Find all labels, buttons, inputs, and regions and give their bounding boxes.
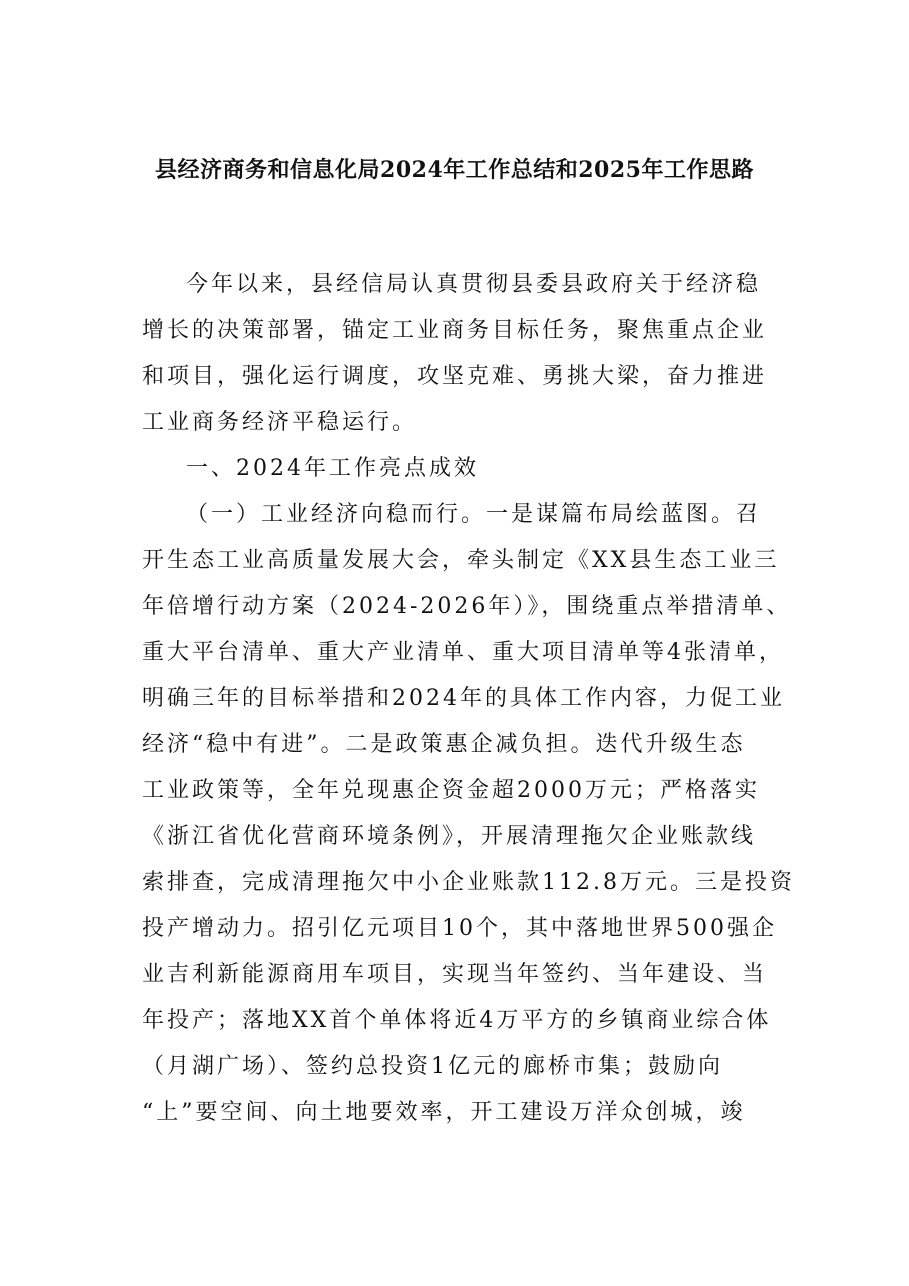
paragraph-line: （一）工业经济向稳而行。一是谋篇布局绘蓝图。召 xyxy=(186,502,762,527)
paragraph-line: （月湖广场）、签约总投资1亿元的廊桥市集；鼓励向 xyxy=(142,1054,723,1079)
paragraph-line: 今年以来，县经信局认真贯彻县委县政府关于经济稳 xyxy=(186,272,762,297)
paragraph-line: 业吉利新能源商用车项目，实现当年签约、当年建设、当 xyxy=(142,962,768,987)
paragraph-line: 开生态工业高质量发展大会，牵头制定《XX县生态工业三 xyxy=(142,548,780,573)
paragraph-line: 和项目，强化运行调度，攻坚克难、勇挑大梁，奋力推进 xyxy=(142,364,768,389)
paragraph-line: 投产增动力。招引亿元项目10个，其中落地世界500强企 xyxy=(142,916,777,941)
paragraph-line: 工业政策等，全年兑现惠企资金超2000万元；严格落实 xyxy=(142,778,760,803)
document-body xyxy=(142,262,795,1136)
paragraph-line: 索排查，完成清理拖欠中小企业账款112.8万元。三是投资 xyxy=(142,870,795,895)
paragraph-line: 工业商务经济平稳运行。 xyxy=(142,410,418,435)
paragraph-line: 《浙江省优化营商环境条例》，开展清理拖欠企业账款线 xyxy=(142,824,757,849)
paragraph-line: 重大平台清单、重大产业清单、重大项目清单等4张清单， xyxy=(142,640,784,665)
document-title: 县经济商务和信息化局2024年工作总结和2025年工作思路 xyxy=(155,157,754,183)
paragraph-line: 增长的决策部署，锚定工业商务目标任务，聚焦重点企业 xyxy=(142,318,768,343)
paragraph-line: 经济“稳中有进”。二是政策惠企减负担。迭代升级生态 xyxy=(142,732,746,757)
paragraph-line: 年倍增行动方案（2024-2026年）》，围绕重点举措清单、 xyxy=(142,594,792,619)
paragraph-line: “上”要空间、向土地要效率，开工建设万洋众创城，竣 xyxy=(142,1100,746,1125)
paragraph-line: 明确三年的目标举措和2024年的具体工作内容，力促工业 xyxy=(142,686,785,711)
paragraph-line: 年投产；落地XX首个单体将近4万平方的乡镇商业综合体 xyxy=(142,1008,772,1033)
section-heading: 一、2024年工作亮点成效 xyxy=(186,456,479,481)
